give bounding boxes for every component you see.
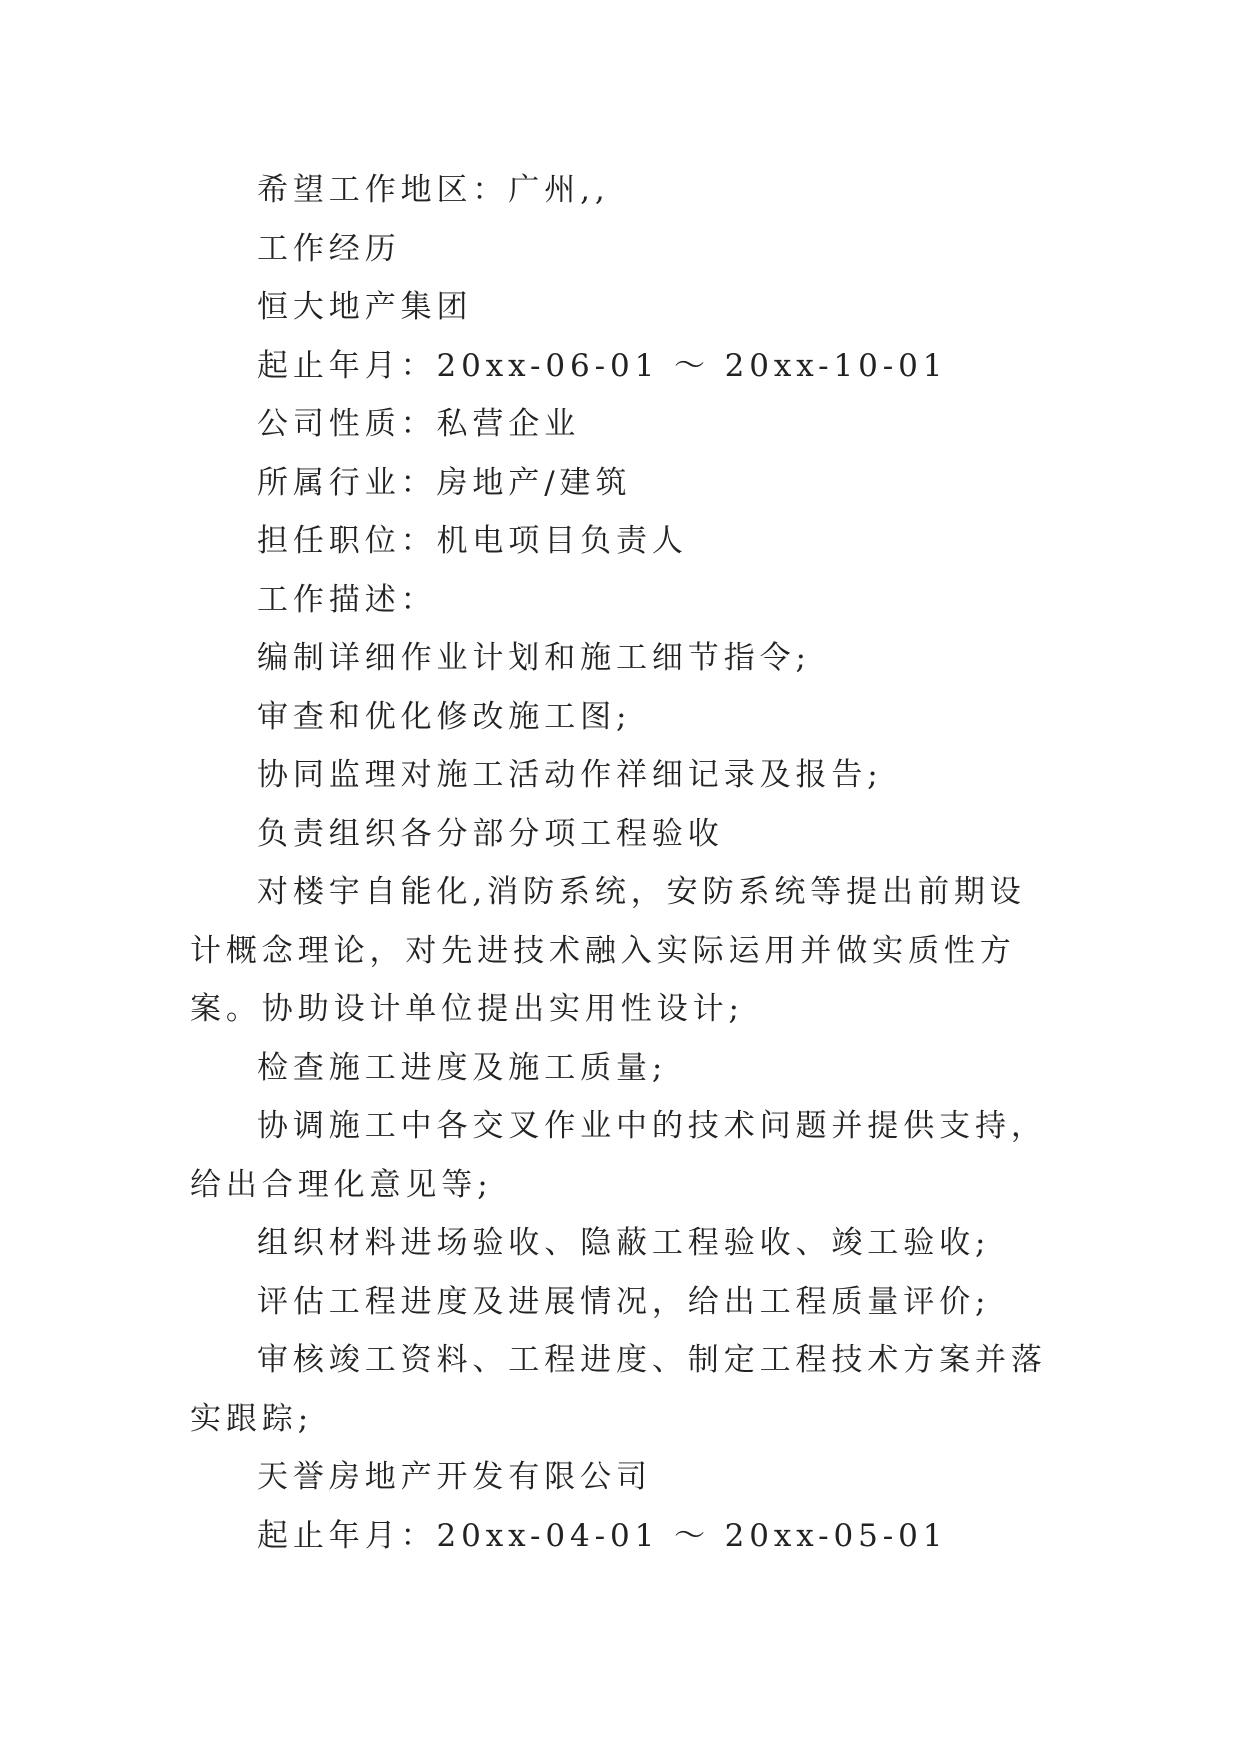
paragraph-period-2: 起止年月：20xx-04-01 ～ 20xx-05-01 [257,1517,948,1554]
paragraph-company-type: 公司性质：私营企业 [257,406,581,442]
paragraph-desired-location: 希望工作地区：广州,, [257,172,610,208]
paragraph-duty: 协调施工中各交叉作业中的技术问题并提供支持，给出合理化意见等; [190,1108,1047,1203]
paragraph-job-description-heading: 工作描述： [257,581,437,618]
paragraph-duty: 审查和优化修改施工图; [257,698,632,735]
paragraph-duty: 编制详细作业计划和施工细节指令; [257,640,811,676]
paragraph-duty: 评估工程进度及进展情况，给出工程质量评价; [257,1283,991,1320]
paragraph-period-1: 起止年月：20xx-06-01 ～ 20xx-10-01 [257,347,948,384]
paragraph-duty: 检查施工进度及施工质量; [257,1049,668,1086]
paragraph-duty: 组织材料进场验收、隐蔽工程验收、竣工验收; [257,1225,991,1261]
paragraph-company-1: 恒大地产集团 [257,289,473,325]
paragraph-duty: 对楼宇自能化,消防系统，安防系统等提出前期设计概念理论，对先进技术融入实际运用并做实质性方案。协助设计单位提出实用性设计; [190,874,1026,1027]
paragraph-company-2: 天誉房地产开发有限公司 [257,1459,652,1495]
body-text [190,161,1050,1565]
paragraph-duty: 负责组织各分部分项工程验收 [257,815,724,852]
paragraph-industry: 所属行业：房地产/建筑 [257,464,632,501]
paragraph-duty: 协同监理对施工活动作祥细记录及报告; [257,757,883,793]
paragraph-duty: 审核竣工资料、工程进度、制定工程技术方案并落实跟踪; [190,1342,1047,1437]
paragraph-position: 担任职位：机电项目负责人 [257,523,688,559]
paragraph-work-experience-heading: 工作经历 [257,230,401,267]
